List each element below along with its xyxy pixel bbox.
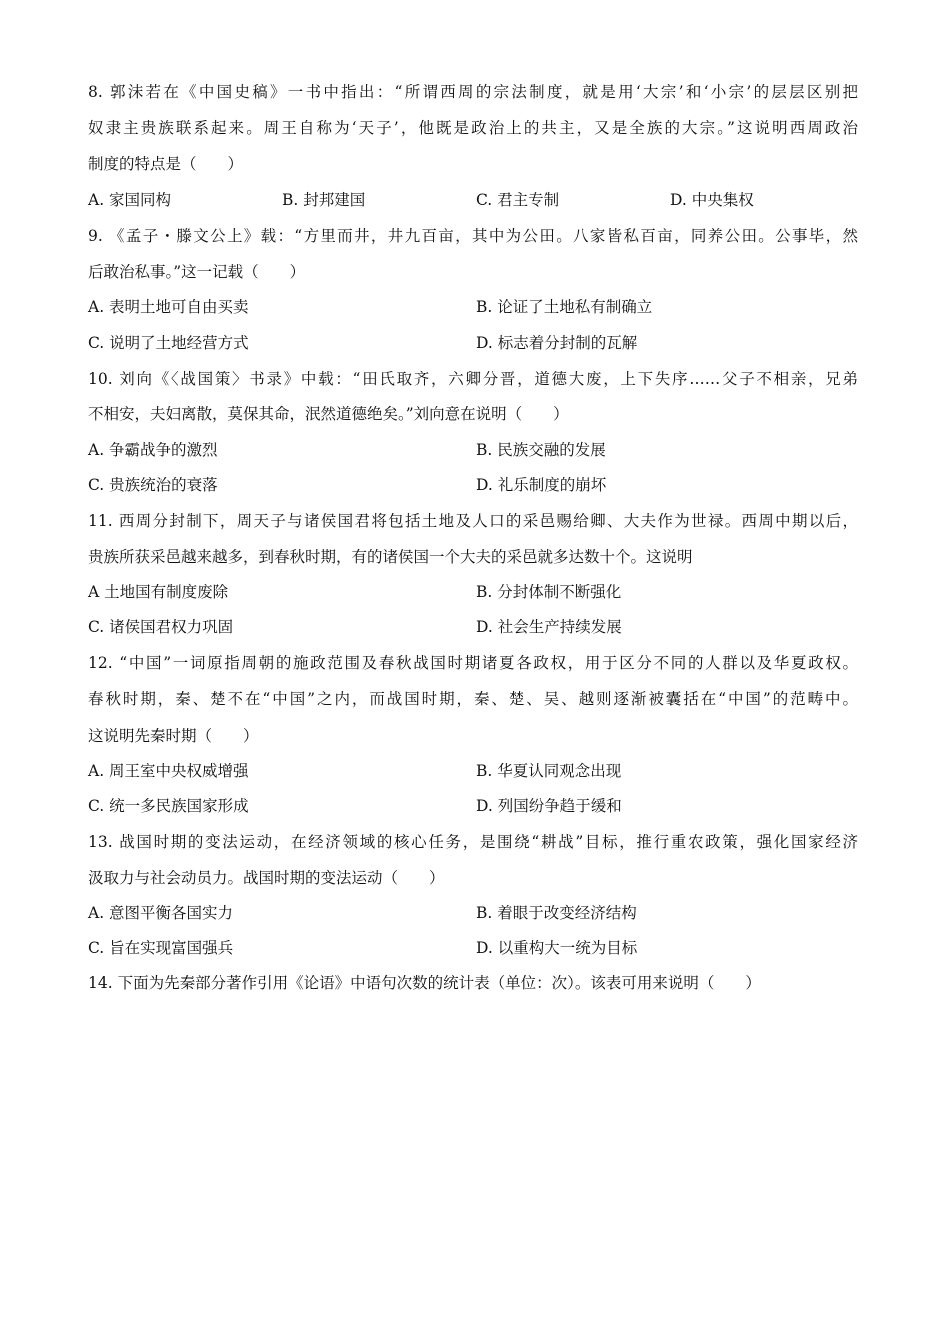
question-11-line-2: 贵族所获采邑越来越多，到春秋时期，有的诸侯国一个大夫的采邑就多达数十个。这说明	[88, 548, 693, 566]
question-10-option-d[interactable]: D. 礼乐制度的崩坏	[476, 476, 607, 494]
question-8-line-3: 制度的特点是（ ）	[88, 155, 244, 173]
question-9-option-b[interactable]: B. 论证了土地私有制确立	[476, 298, 653, 316]
question-10-line-1: 10. 刘向《〈战国策〉书录》中载：“田氏取齐，六卿分晋，道德大废，上下失序……父子不相亲，兄弟	[88, 370, 858, 388]
question-13-option-a[interactable]: A. 意图平衡各国实力	[88, 904, 234, 922]
question-9-line-2: 后敢治私事。”这一记载（ ）	[88, 263, 306, 281]
question-12-option-c[interactable]: C. 统一多民族国家形成	[88, 797, 249, 815]
question-9-option-d[interactable]: D. 标志着分封制的瓦解	[476, 334, 638, 352]
question-8-option-a[interactable]: A. 家国同构	[88, 191, 172, 209]
question-13-option-c[interactable]: C. 旨在实现富国强兵	[88, 939, 234, 957]
question-13-option-d[interactable]: D. 以重构大一统为目标	[476, 939, 638, 957]
question-11-option-b[interactable]: B. 分封体制不断强化	[476, 583, 622, 601]
question-13-option-b[interactable]: B. 着眼于改变经济结构	[476, 904, 637, 922]
question-12-line-2: 春秋时期，秦、楚不在“中国”之内，而战国时期，秦、楚、吴、越则逐渐被囊括在“中国”的范畴中。	[88, 690, 858, 708]
question-11-line-1: 11. 西周分封制下，周天子与诸侯国君将包括土地及人口的采邑赐给卿、大夫作为世禄。西周中期以后，	[88, 512, 858, 530]
question-11-option-a[interactable]: A 土地国有制度废除	[88, 583, 229, 601]
question-14-line-1: 14. 下面为先秦部分著作引用《论语》中语句次数的统计表（单位：次）。该表可用来说明（ ）	[88, 974, 761, 992]
question-9-option-c[interactable]: C. 说明了土地经营方式	[88, 334, 249, 352]
question-12-option-b[interactable]: B. 华夏认同观念出现	[476, 762, 622, 780]
question-8-option-d[interactable]: D. 中央集权	[670, 191, 754, 209]
question-8-line-2: 奴隶主贵族联系起来。周王自称为‘天子’，他既是政治上的共主，又是全族的大宗。”这说明西周政治	[88, 119, 858, 137]
question-13-line-2: 汲取力与社会动员力。战国时期的变法运动（ ）	[88, 869, 445, 887]
question-12-line-1: 12. “中国”一词原指周朝的施政范围及春秋战国时期诸夏各政权，用于区分不同的人群以及华夏政权。	[88, 654, 858, 672]
question-12-line-3: 这说明先秦时期（ ）	[88, 727, 259, 745]
question-10-option-b[interactable]: B. 民族交融的发展	[476, 441, 606, 459]
question-8-option-b[interactable]: B. 封邦建国	[282, 191, 366, 209]
question-10-option-c[interactable]: C. 贵族统治的衰落	[88, 476, 218, 494]
question-9-option-a[interactable]: A. 表明土地可自由买卖	[88, 298, 249, 316]
question-11-option-c[interactable]: C. 诸侯国君权力巩固	[88, 618, 234, 636]
question-12-option-a[interactable]: A. 周王室中央权威增强	[88, 762, 249, 780]
question-11-option-d[interactable]: D. 社会生产持续发展	[476, 618, 622, 636]
question-8-option-c[interactable]: C. 君主专制	[476, 191, 560, 209]
question-9-line-1: 9. 《孟子・滕文公上》载：“方里而井，井九百亩，其中为公田。八家皆私百亩，同养公田。公事毕，然	[88, 227, 858, 245]
question-10-option-a[interactable]: A. 争霸战争的激烈	[88, 441, 218, 459]
question-13-line-1: 13. 战国时期的变法运动，在经济领域的核心任务，是围绕“耕战”目标，推行重农政策，强化国家经济	[88, 833, 858, 851]
question-12-option-d[interactable]: D. 列国纷争趋于缓和	[476, 797, 622, 815]
question-8-line-1: 8. 郭沫若在《中国史稿》一书中指出：“所谓西周的宗法制度，就是用‘大宗’和‘小宗’的层层区别把	[88, 83, 858, 101]
question-10-line-2: 不相安，夫妇离散，莫保其命，泯然道德绝矣。”刘向意在说明（ ）	[88, 405, 569, 423]
